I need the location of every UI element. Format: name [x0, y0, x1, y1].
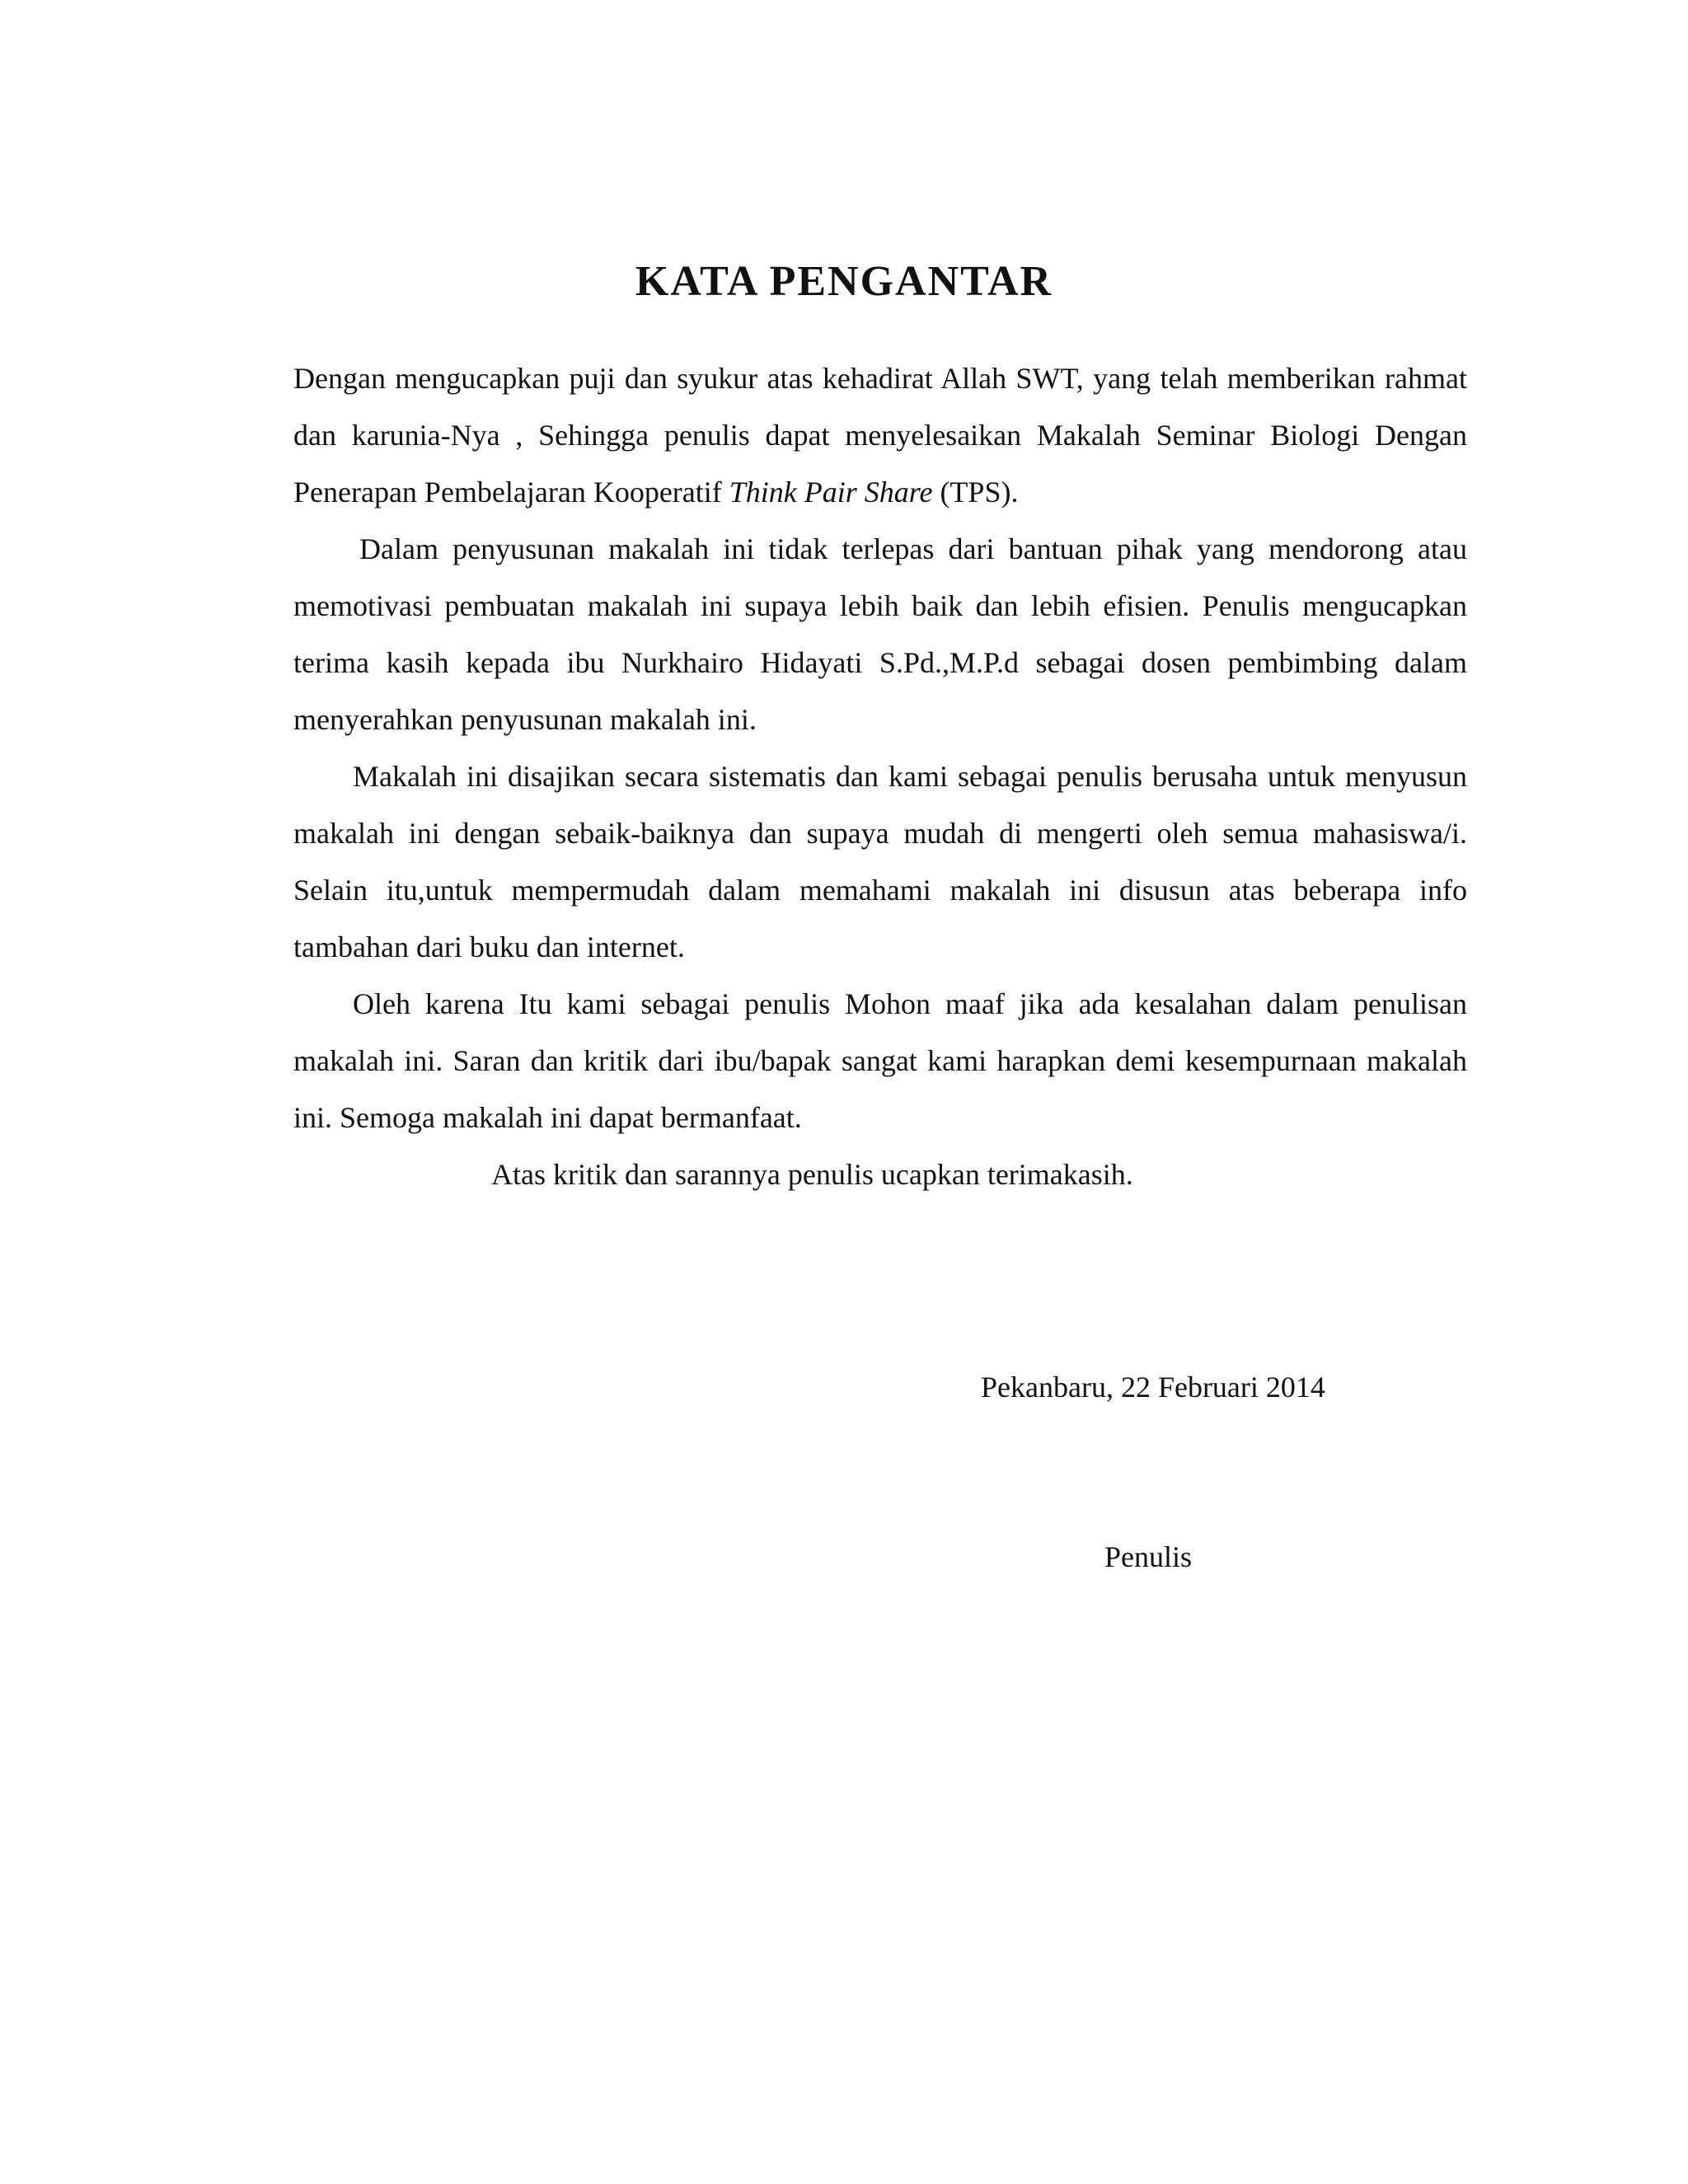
paragraph-opening-italic: Think Pair Share	[729, 476, 933, 509]
paragraph-acknowledgement: Dalam penyusunan makalah ini tidak terlepas dari bantuan pihak yang mendorong atau memotivasi pembuatan makalah ini supaya lebih baik dan lebih efisien. Penulis mengucapkan terima kasih kepada ibu Nurkhairo Hidayati S.Pd.,M.P.d sebagai dosen pembimbing dalam menyerahkan penyusunan makalah ini.	[293, 532, 1467, 736]
paragraph-closing: Atas kritik dan sarannya penulis ucapkan terimakasih.	[491, 1158, 1133, 1191]
document-title: KATA PENGANTAR	[635, 258, 1053, 305]
paragraph-apology: Oleh karena Itu kami sebagai penulis Mohon maaf jika ada kesalahan dalam penulisan makalah ini. Saran dan kritik dari ibu/bapak sangat kami harapkan demi kesempurnaan makalah ini. Semoga makalah ini dapat bermanfaat.	[293, 987, 1467, 1134]
paragraph-presentation: Makalah ini disajikan secara sistematis dan kami sebagai penulis berusaha untuk menyusun makalah ini dengan sebaik-baiknya dan supaya mudah di mengerti oleh semua mahasiswa/i. Selain itu,untuk mempermudah dalam memahami makalah ini disusun atas beberapa info tambahan dari buku dan internet.	[293, 760, 1467, 963]
paragraph-opening-text: Dengan mengucapkan puji dan syukur atas kehadirat Allah SWT, yang telah memberikan rahmat dan karunia-Nya , Sehingga penulis dapat menyelesaikan Makalah Seminar Biologi Dengan Penerapan Pembelajaran Kooperatif	[293, 362, 1467, 509]
signer-label: Penulis	[1104, 1540, 1193, 1573]
paragraph-opening	[293, 350, 1467, 521]
place-date: Pekanbaru, 22 Februari 2014	[981, 1371, 1325, 1404]
document-body	[293, 350, 1467, 1203]
paragraph-opening-end: (TPS).	[932, 476, 1019, 509]
